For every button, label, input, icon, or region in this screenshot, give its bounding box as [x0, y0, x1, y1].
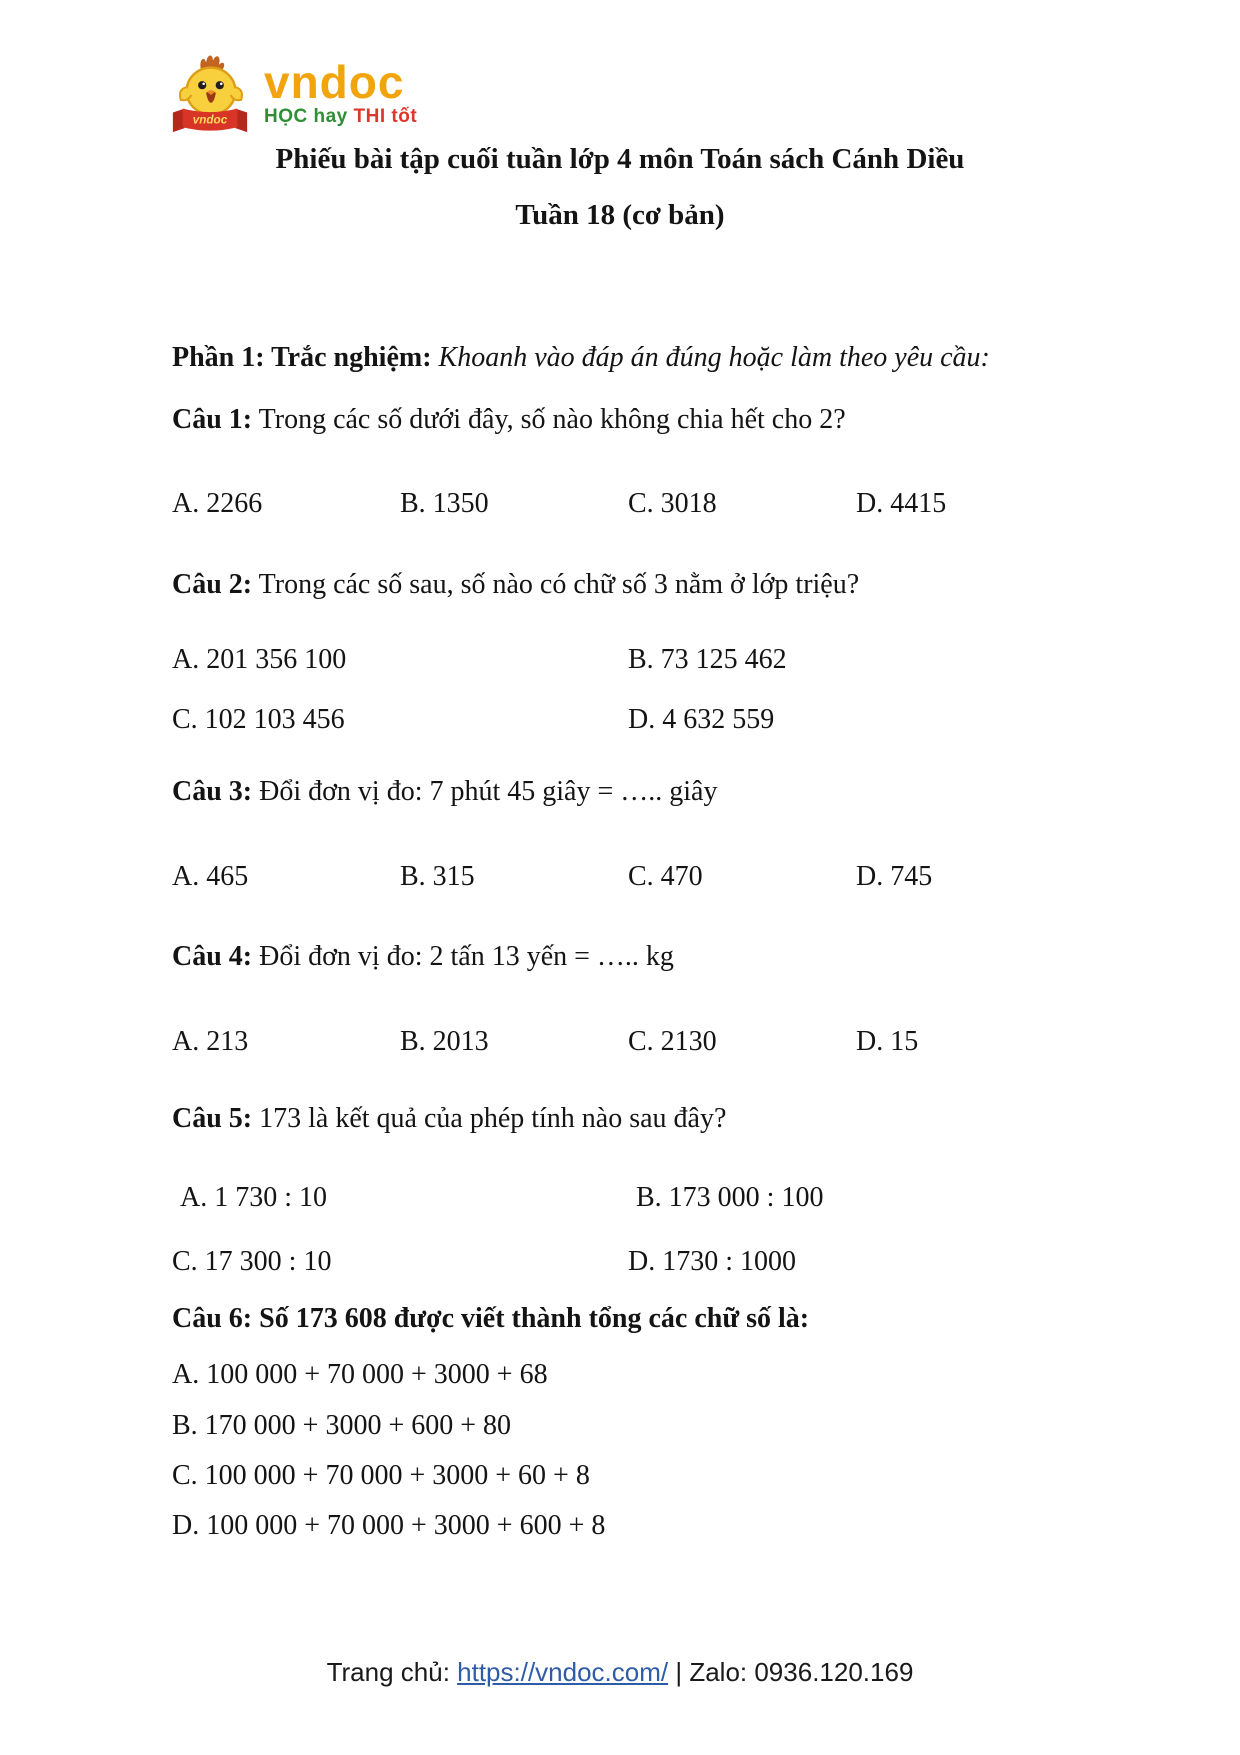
question-6-option-c: C. 100 000 + 70 000 + 3000 + 60 + 8 [172, 1460, 590, 1491]
question-5-label: Câu 5: [172, 1103, 253, 1134]
question-2-option-a: A. 201 356 100 [172, 644, 347, 675]
question-4-option-b: B. 2013 [400, 1026, 489, 1057]
question-5-option-c: C. 17 300 : 10 [172, 1246, 332, 1277]
question-6-option-b: B. 170 000 + 3000 + 600 + 80 [172, 1410, 512, 1441]
question-4-option-a: A. 213 [172, 1026, 249, 1057]
question-1-text: Trong các số dưới đây, số nào không chia hết cho 2? [258, 404, 846, 435]
question-2-option-d: D. 4 632 559 [628, 704, 775, 735]
question-6-option-d: D. 100 000 + 70 000 + 3000 + 600 + 8 [172, 1510, 606, 1541]
question-4-options [172, 1025, 1090, 1059]
doc-title-line2: Tuần 18 (cơ bản) [515, 199, 725, 231]
vndoc-logo [168, 52, 417, 136]
question-5-text: 173 là kết quả của phép tính nào sau đây? [259, 1103, 727, 1134]
part1-heading [172, 341, 1090, 375]
question-5-options-row2 [172, 1245, 1090, 1279]
question-5-option-d: D. 1730 : 1000 [628, 1246, 796, 1277]
question-1 [172, 403, 1090, 437]
page-footer [0, 1656, 1240, 1688]
vndoc-chick-mascot-icon [168, 52, 252, 136]
question-6-label: Câu 6: Số 173 608 được viết thành tổng các chữ số là: [172, 1303, 810, 1334]
question-1-option-c: C. 3018 [628, 488, 717, 519]
question-4-option-d: D. 15 [856, 1026, 919, 1057]
ribbon-text: vndoc [192, 113, 228, 127]
question-6 [172, 1302, 1090, 1336]
tagline-thi-tot: THI tốt [353, 106, 418, 127]
question-2-options-row1 [172, 643, 1090, 677]
footer-suffix: | Zalo: 0936.120.169 [668, 1657, 914, 1687]
question-2-label: Câu 2: [172, 569, 253, 600]
question-4-label: Câu 4: [172, 941, 253, 972]
doc-title-line1: Phiếu bài tập cuối tuần lớp 4 môn Toán sách Cánh Diều [275, 143, 965, 175]
question-1-option-a: A. 2266 [172, 488, 263, 519]
question-1-options [172, 487, 1090, 521]
question-2-option-c: C. 102 103 456 [172, 704, 345, 735]
question-3-options [172, 860, 1090, 894]
question-2 [172, 568, 1090, 602]
question-5-option-b: B. 173 000 : 100 [636, 1182, 824, 1213]
question-2-text: Trong các số sau, số nào có chữ số 3 nằm ở lớp triệu? [258, 569, 860, 600]
question-4-text: Đổi đơn vị đo: 2 tấn 13 yến = ….. kg [259, 941, 674, 972]
part1-heading-italic: Khoanh vào đáp án đúng hoặc làm theo yêu cầu: [438, 342, 990, 373]
question-3-option-d: D. 745 [856, 861, 933, 892]
question-4-option-c: C. 2130 [628, 1026, 717, 1057]
question-3-option-c: C. 470 [628, 861, 703, 892]
question-5-option-a: A. 1 730 : 10 [180, 1182, 327, 1213]
question-1-option-b: B. 1350 [400, 488, 489, 519]
homepage-link[interactable]: https://vndoc.com/ [457, 1657, 669, 1687]
question-5-options-row1 [172, 1181, 1090, 1215]
brand-tagline [264, 105, 417, 129]
question-3-label: Câu 3: [172, 776, 253, 807]
question-3 [172, 775, 1090, 809]
tagline-hoc-hay: HỌC hay [264, 106, 348, 127]
question-3-option-a: A. 465 [172, 861, 249, 892]
question-3-text: Đổi đơn vị đo: 7 phút 45 giây = ….. giây [259, 776, 718, 807]
part1-heading-bold: Phần 1: Trắc nghiệm: [172, 342, 432, 373]
question-2-options-row2 [172, 703, 1090, 737]
question-2-option-b: B. 73 125 462 [628, 644, 787, 675]
question-4 [172, 940, 1090, 974]
question-3-option-b: B. 315 [400, 861, 475, 892]
question-1-option-d: D. 4415 [856, 488, 947, 519]
brand-wordmark: vndoc [264, 56, 405, 108]
question-1-label: Câu 1: [172, 404, 253, 435]
footer-prefix: Trang chủ: [326, 1657, 458, 1687]
question-6-option-a: A. 100 000 + 70 000 + 3000 + 68 [172, 1359, 548, 1390]
question-5 [172, 1102, 1090, 1136]
